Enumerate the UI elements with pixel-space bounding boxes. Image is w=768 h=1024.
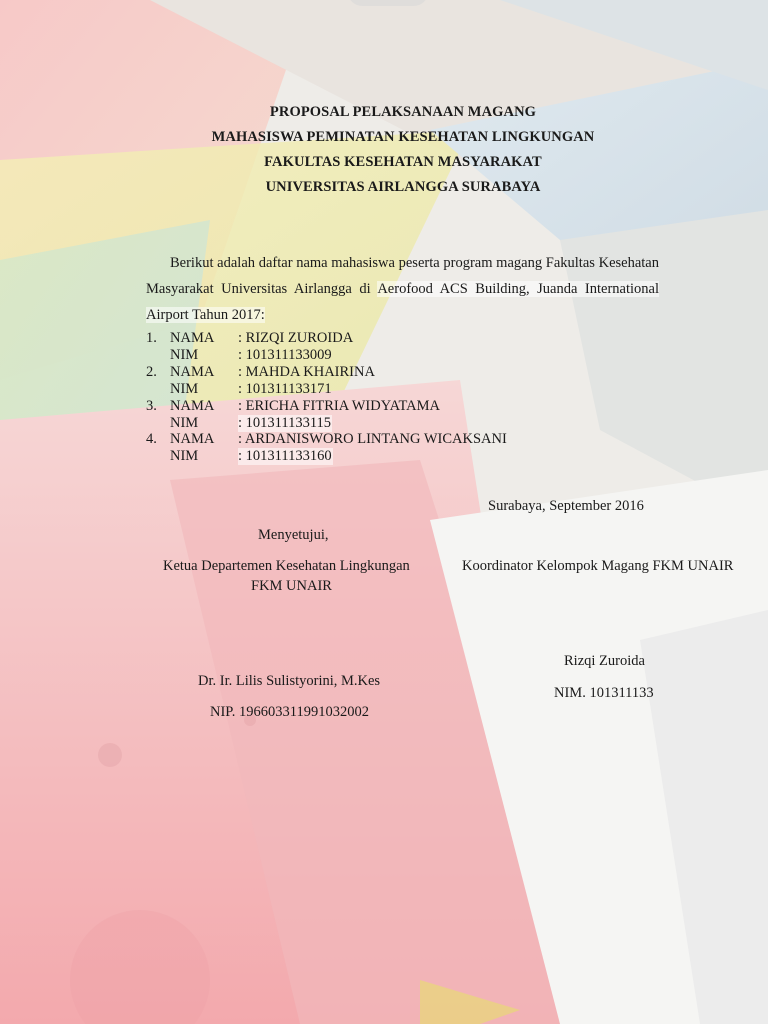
list-item-number: 2.	[146, 364, 157, 380]
name-label: NAMA	[170, 330, 215, 346]
intro-paragraph	[146, 250, 659, 328]
student-name: : RIZQI ZUROIDA	[238, 330, 354, 346]
list-item-number: 4.	[146, 431, 157, 447]
nim-label: NIM	[170, 381, 199, 397]
approval-label: Menyetujui,	[258, 527, 329, 543]
student-nim: : 101311133171	[238, 381, 332, 397]
name-label: NAMA	[170, 431, 215, 447]
student-nim: : 101311133115	[238, 415, 332, 431]
right-signer-id: NIM. 101311133	[554, 685, 654, 701]
name-label: NAMA	[170, 398, 215, 414]
intro-text: Berikut adalah daftar nama mahasiswa peserta program magang Fakultas Kesehatan Masyarakat Universitas Airlangga di	[146, 255, 659, 297]
nim-label: NIM	[170, 347, 199, 363]
intro-location-highlight: Aerofood ACS Building, Juanda International Airport Tahun 2017:	[146, 281, 660, 323]
student-name: : MAHDA KHAIRINA	[238, 364, 375, 380]
list-item-number: 1.	[146, 330, 157, 346]
student-nim: : 101311133160	[238, 448, 332, 464]
student-name: : ARDANISWORO LINTANG WICAKSANI	[238, 431, 507, 447]
title-line-3: FAKULTAS KESEHATAN MASYARAKAT	[264, 154, 542, 170]
left-signer-position-institution: FKM UNAIR	[251, 578, 332, 594]
title-line-1: PROPOSAL PELAKSANAAN MAGANG	[269, 104, 537, 120]
nim-label: NIM	[170, 415, 199, 431]
left-signer-id: NIP. 196603311991032002	[210, 704, 369, 720]
list-item-number: 3.	[146, 398, 157, 414]
student-name: : ERICHA FITRIA WIDYATAMA	[238, 398, 440, 414]
nim-label: NIM	[170, 448, 199, 464]
name-label: NAMA	[170, 364, 215, 380]
place-date: Surabaya, September 2016	[488, 498, 644, 514]
right-signer-name: Rizqi Zuroida	[564, 653, 645, 669]
student-nim: : 101311133009	[238, 347, 332, 363]
right-signer-position: Koordinator Kelompok Magang FKM UNAIR	[462, 558, 734, 574]
title-line-4: UNIVERSITAS AIRLANGGA SURABAYA	[265, 179, 541, 195]
left-signer-position: Ketua Departemen Kesehatan Lingkungan	[163, 558, 410, 574]
left-signer-name: Dr. Ir. Lilis Sulistyorini, M.Kes	[198, 673, 381, 689]
title-line-2: MAHASISWA PEMINATAN KESEHATAN LINGKUNGAN	[211, 129, 595, 145]
